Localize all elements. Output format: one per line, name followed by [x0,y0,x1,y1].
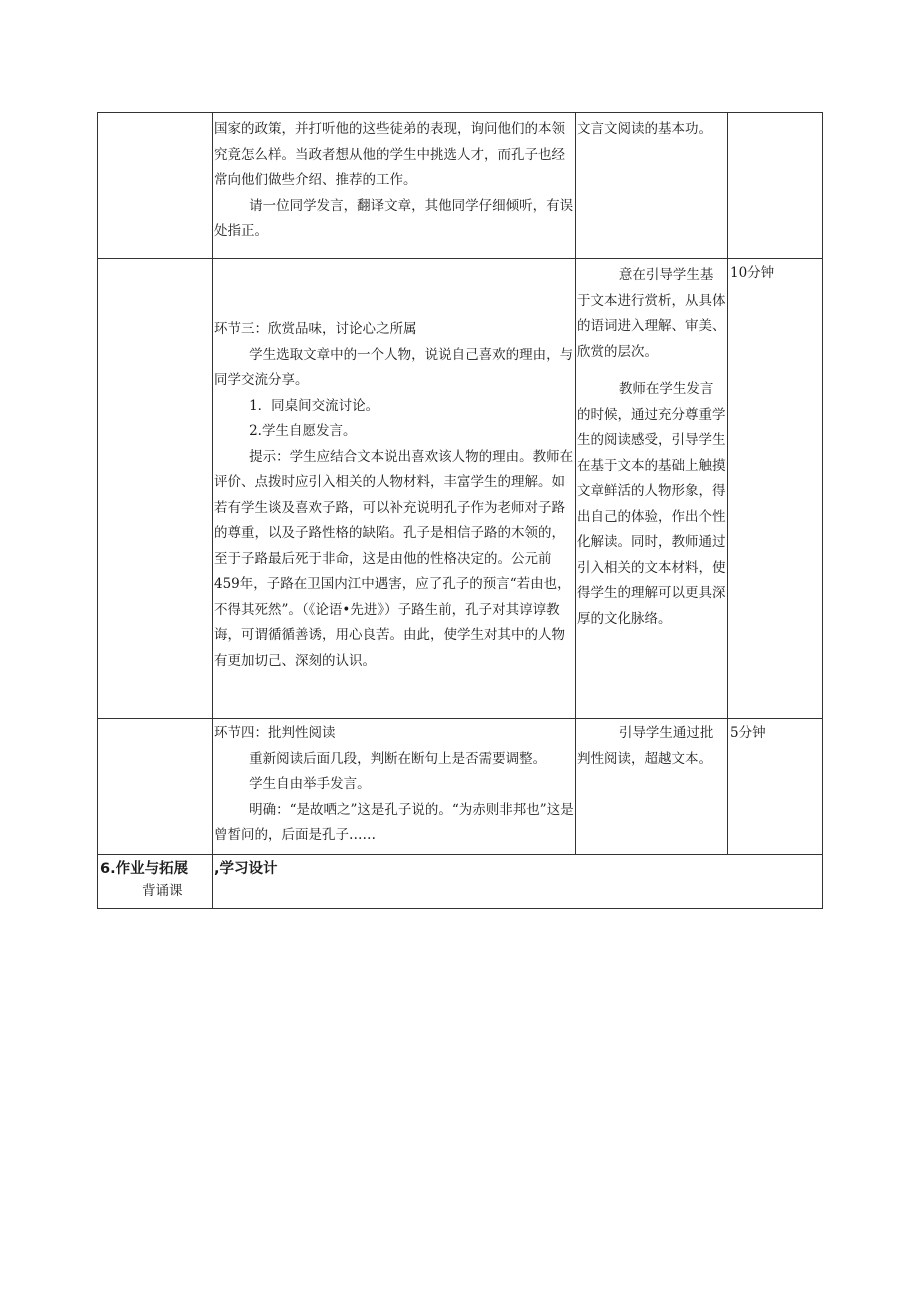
stage-heading: 环节四：批判性阅读 [214,725,336,741]
intent-text: 意在引导学生基于文本进行赏析，从具体的语词进入理解、审美、欣赏的层次。 [577,267,726,360]
process-cell [213,719,576,855]
time-cell [728,259,823,719]
process-cell [213,113,576,259]
homework-design: ,学习设计 [214,861,278,877]
table-row-stage-three [98,259,823,719]
process-text: 请一位同学发言，翻译文章，其他同学仔细倾听，有误处指正。 [214,197,574,239]
intent-text: 教师在学生发言的时候，通过充分尊重学生的阅读感受，引导学生在基于文本的基础上触摸文章鲜活的人物形象，得出自己的体验，作出个性化解读。同时，教师通过引入相关的文本材料，使得学生的理解可以更具深厚的文化脉络。 [577,381,726,627]
process-text: 国家的政策，并打听他的这些徒弟的表现，询问他们的本领究竟怎么样。当政者想从他的学生中挑选人才，而孔子也经常向他们做些介绍、推荐的工作。 [214,121,565,188]
time-text [728,113,822,115]
stage-cell [98,719,213,855]
process-text: 学生选取文章中的一个人物，说说自己喜欢的理由，与同学交流分享。 [214,346,574,388]
stage-heading: 环节三：欣赏品味，讨论心之所属 [214,321,417,337]
process-text: 明确：“是故哂之”这是孔子说的。“为赤则非邦也”这是曾皙问的，后面是孔子…… [214,801,574,843]
table-row-stage-four [98,719,823,855]
intent-cell [576,259,728,719]
table-row-homework [98,855,823,909]
process-text: 学生自由举手发言。 [249,776,371,792]
intent-cell [576,113,728,259]
process-text: 2.学生自愿发言。 [249,423,357,439]
process-text: 提示：学生应结合文本说出喜欢该人物的理由。教师在评价、点拨时应引入相关的人物材料，丰富学生的理解。如若有学生谈及喜欢子路，可以补充说明孔子作为老师对子路的尊重，以及子路性格的缺陷。孔子是相信子路的木领的，至于子路最后死于非命，这是由他的性格决定的。公元前459年，子路在卫国内江中遇害，应了孔子的预言“若由也，不得其死然”。（《论语•先进》）子路生前，孔子对其谆谆教诲，可谓循循善诱，用心良苦。由此，使学生对其中的人物有更加切己、深刻的认识。 [214,448,574,669]
lesson-plan-table [97,112,823,909]
time-cell [728,113,823,259]
intent-cell [576,719,728,855]
stage-cell [98,259,213,719]
time-text: 5分钟 [730,725,766,741]
stage-cell [98,113,213,259]
homework-design-cell [213,855,823,909]
time-cell [728,719,823,855]
process-text: 1．同桌间交流讨论。 [249,397,380,414]
homework-label: 6.作业与拓展 [100,861,189,877]
intent-text: 引导学生通过批判性阅读，超越文本。 [577,725,714,767]
homework-sub: 背诵课 [142,883,183,899]
homework-label-cell [98,855,213,909]
process-cell [213,259,576,719]
process-text: 重新阅读后面几段，判断在断句上是否需要调整。 [249,750,547,767]
intent-text: 文言文阅读的基本功。 [577,121,712,137]
time-text: 10分钟 [730,265,775,281]
table-row-translation [98,113,823,259]
